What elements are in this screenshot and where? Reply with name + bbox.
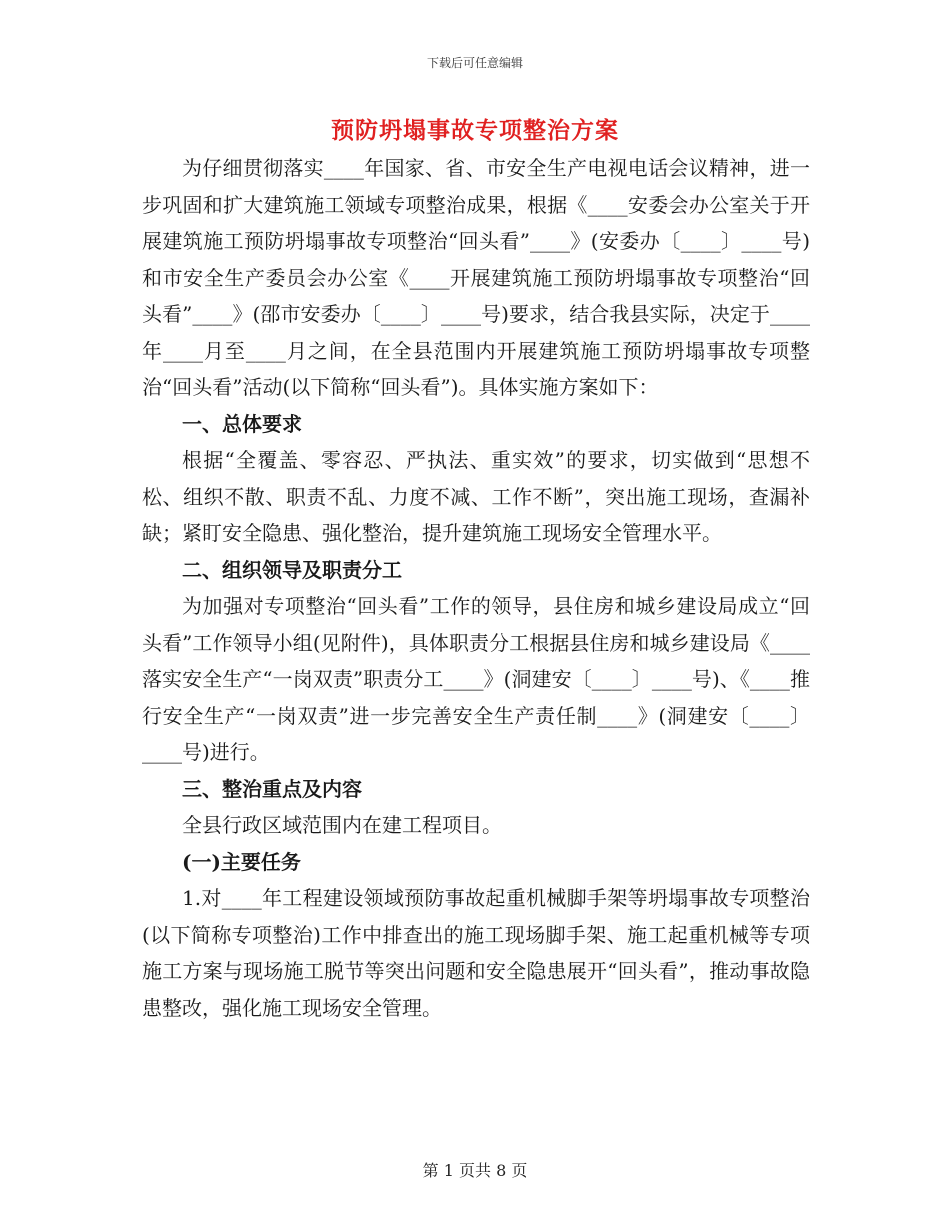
section-paragraph-2: 为加强对专项整治“回头看”工作的领导，县住房和城乡建设局成立“回头看”工作领导小组(见附件)，具体职责分工根据县住房和城乡建设局《____落实安全生产“一岗双责”职责分工____》(洞建安〔____〕____号)、《____推行安全生产“一岗双责”进一步完善安全生产责任制____》(洞建安〔____〕____号)进行。 [142, 594, 810, 764]
subsection-paragraph-1: 1.对____年工程建设领域预防事故起重机械脚手架等坍塌事故专项整治(以下简称专项整治)工作中排查出的施工现场脚手架、施工起重机械等专项施工方案与现场施工脱节等突出问题和安全隐患展开“回头看”，推动事故隐患整改，强化施工现场安全管理。 [142, 886, 810, 1020]
header-note: 下载后可任意编辑 [426, 56, 523, 70]
section-heading-3: 三、整治重点及内容 [182, 776, 362, 801]
document-body [142, 150, 810, 1026]
document-title: 预防坍塌事故专项整治方案 [331, 117, 619, 144]
section-paragraph-1: 根据“全覆盖、零容忍、严执法、重实效”的要求，切实做到“思想不松、组织不散、职责不乱、力度不减、工作不断”，突出施工现场，查漏补缺；紧盯安全隐患、强化整治，提升建筑施工现场安全管理水平。 [142, 448, 810, 545]
section-paragraph-3: 全县行政区域范围内在建工程项目。 [182, 813, 502, 837]
section-heading-2: 二、组织领导及职责分工 [182, 557, 402, 582]
page-footer: 第 1 页共 8 页 [422, 1161, 528, 1180]
subsection-heading-1: (一)主要任务 [182, 849, 301, 874]
intro-paragraph: 为仔细贯彻落实____年国家、省、市安全生产电视电话会议精神，进一步巩固和扩大建筑施工领域专项整治成果，根据《____安委会办公室关于开展建筑施工预防坍塌事故专项整治“回头看”____》(安委办〔____〕____号)和市安全生产委员会办公室《____开展建筑施工预防坍塌事故专项整治“回头看”____》(邵市安委办〔____〕____号)要求，结合我县实际，决定于____年____月至____月之间，在全县范围内开展建筑施工预防坍塌事故专项整治“回头看”活动(以下简称“回头看”)。具体实施方案如下： [142, 156, 810, 399]
section-heading-1: 一、总体要求 [182, 411, 302, 436]
